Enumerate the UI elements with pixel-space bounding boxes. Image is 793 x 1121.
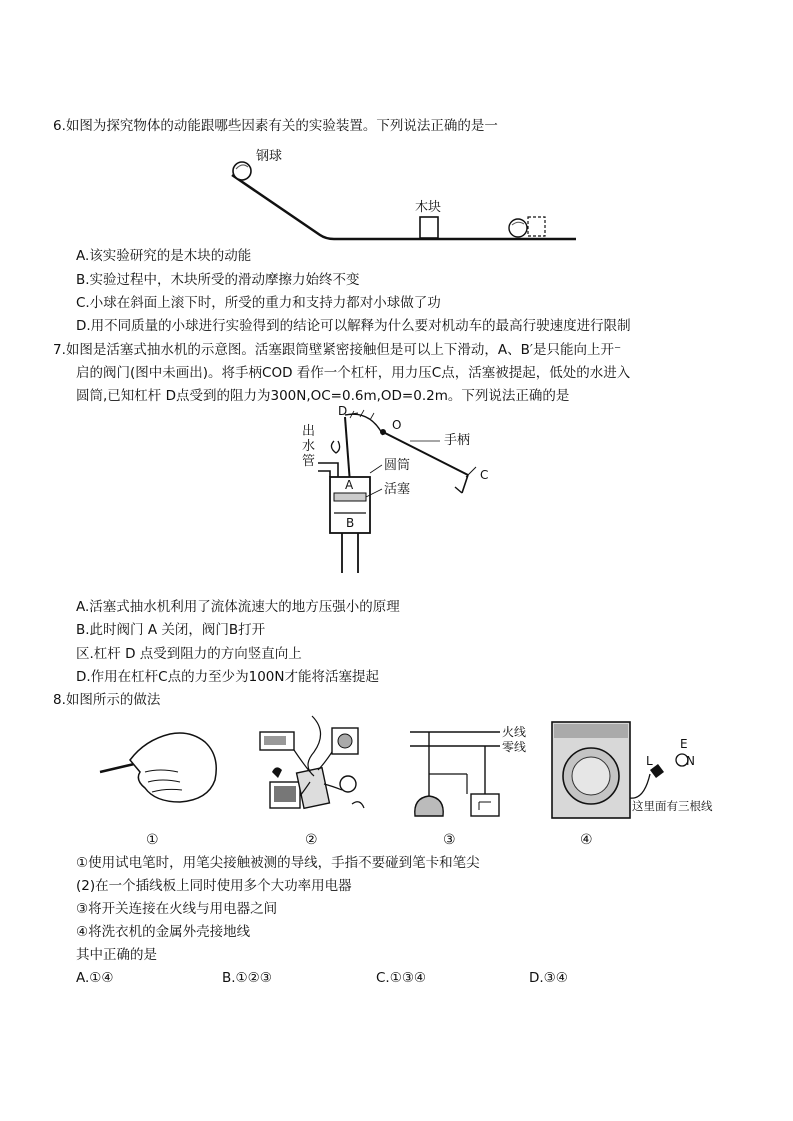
block-label: 木块 [415, 200, 442, 215]
q8-caption-3: ③ [443, 832, 456, 848]
q7-option-c: 区.杠杆 D 点受到阻力的方向竖直向上 [76, 646, 302, 662]
q8-prompt: 其中正确的是 [76, 947, 157, 963]
q8-figure-4-washing-machine [548, 718, 728, 828]
label-e: E [680, 737, 688, 751]
label-a: A [345, 478, 354, 492]
q8-caption-1: ① [146, 832, 159, 848]
q8-option-c: C.①③④ [376, 970, 427, 986]
q8-option-d: D.③④ [529, 970, 568, 986]
q8-option-a: A.①④ [76, 970, 114, 986]
q8-statement-4: ④将洗衣机的金属外壳接地线 [76, 924, 251, 940]
piston [334, 493, 366, 501]
ball-position [509, 219, 527, 237]
label-outlet-1: 出 [302, 424, 316, 439]
q6-figure-incline [210, 145, 590, 245]
power-strip [297, 768, 330, 809]
q6-stem: 6.如图为探究物体的动能跟哪些因素有关的实验装置。下列说法正确的是一 [53, 118, 498, 134]
label-cylinder: 圆筒 [384, 458, 411, 473]
q6-option-c: C.小球在斜面上滚下时，所受的重力和支持力都对小球做了功 [76, 295, 441, 311]
label-n: N [686, 754, 695, 768]
q8-stem: 8.如图所示的做法 [53, 692, 161, 708]
q8-statement-2: (2)在一个插线板上同时使用多个大功率用电器 [76, 878, 352, 894]
q8-figure-1-test-pen [90, 720, 230, 820]
block-dashed [528, 217, 545, 236]
label-o: O [392, 418, 402, 432]
ball-label: 钢球 [256, 149, 283, 164]
q8-caption-4: ④ [580, 832, 593, 848]
lamp [415, 796, 443, 816]
label-neutral: 零线 [502, 740, 527, 754]
label-live: 火线 [502, 725, 527, 739]
q8-figure-3-switch-wiring [405, 718, 535, 828]
appliance-speaker [340, 776, 356, 792]
hand [130, 733, 216, 802]
label-d: D [338, 404, 348, 418]
wood-block [420, 217, 438, 238]
q8-statement-1: ①使用试电笔时，用笔尖接触被测的导线，手指不要碰到笔卡和笔尖 [76, 855, 480, 871]
q6-option-b: B.实验过程中，木块所受的滑动摩擦力始终不变 [76, 272, 360, 288]
q7-stem-line-3: 圆筒,已知杠杆 D点受到的阻力为300N,OC=0.6m,OD=0.2m。下列说法正确的是 [76, 388, 570, 404]
q8-caption-2: ② [305, 832, 318, 848]
label-three-wires: 这里面有三根线 [632, 799, 713, 813]
label-outlet-2: 水 [302, 439, 316, 454]
q7-figure-pump [290, 405, 520, 575]
label-handle: 手柄 [444, 433, 471, 448]
label-piston: 活塞 [384, 482, 411, 497]
outlet-pipe [318, 463, 338, 477]
q6-option-d: D.用不同质量的小球进行实验得到的结论可以解释为什么要对机动车的最高行驶速度进行限制 [76, 318, 631, 334]
q7-stem-line-2: 启的阀门(图中未画出)。将手柄COD 看作一个杠杆，用力压C点，活塞被提起，低处的水进入 [76, 365, 631, 381]
q7-option-a: A.活塞式抽水机利用了流体流速大的地方压强小的原理 [76, 599, 400, 615]
label-l: L [646, 754, 653, 768]
label-b: B [346, 516, 355, 530]
q7-option-b: B.此时阀门 A 关闭，阀门B打开 [76, 622, 266, 638]
q7-stem-line-1: 7.如图是活塞式抽水机的示意图。活塞跟筒壁紧密接触但是可以上下滑动，A、B′是只能向上开⁻ [53, 342, 622, 358]
outlet-curl [331, 441, 339, 453]
q7-option-d: D.作用在杠杆C点的力至少为100N才能将活塞提起 [76, 669, 379, 685]
switch-box [471, 794, 499, 816]
piston-rod [345, 417, 350, 483]
q8-figure-2-power-strip [252, 712, 382, 822]
label-outlet-3: 管 [302, 454, 316, 469]
q6-option-a: A.该实验研究的是木块的动能 [76, 248, 252, 264]
q8-option-b: B.①②③ [222, 970, 272, 986]
q8-statement-3: ③将开关连接在火线与用电器之间 [76, 901, 278, 917]
label-c: C [480, 468, 489, 482]
